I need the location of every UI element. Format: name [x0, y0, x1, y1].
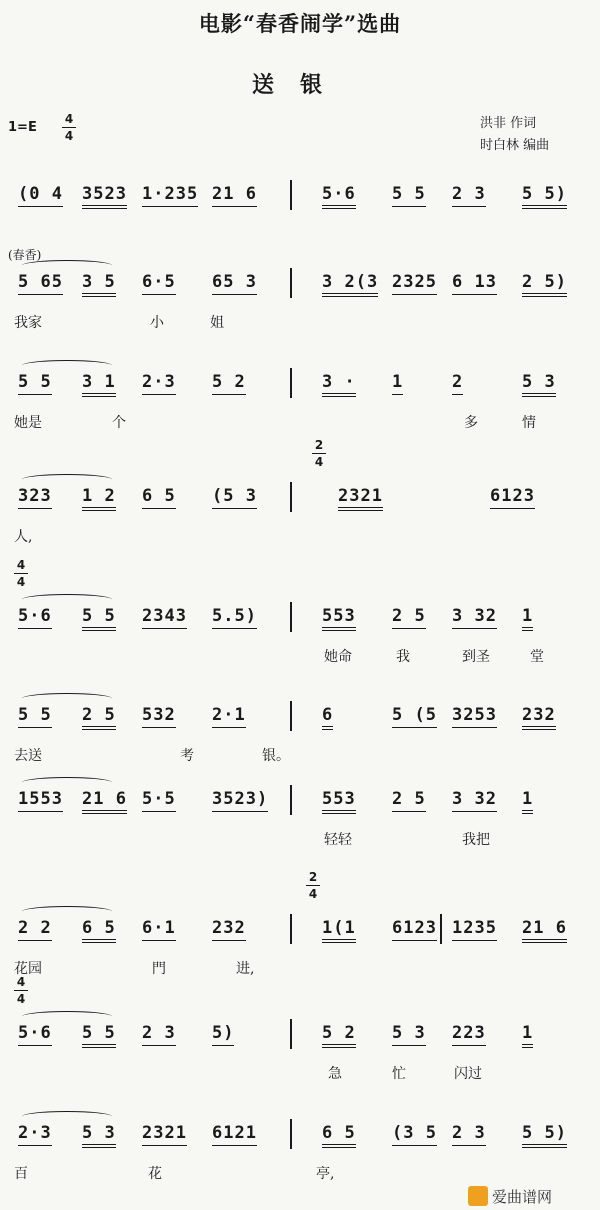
- note-group: 5 3: [392, 1023, 426, 1046]
- note-group: 6 5: [142, 486, 176, 509]
- note-group: 2·3: [142, 372, 176, 395]
- time-sig-denominator: 4: [16, 575, 26, 589]
- note-group: 3 1: [82, 372, 116, 397]
- note-group: 223: [452, 1023, 486, 1046]
- lyric-text: 轻轻: [324, 832, 352, 848]
- note-group: 1(1: [322, 918, 356, 943]
- bar-line: [290, 1019, 292, 1049]
- time-sig-numerator: 2: [314, 438, 324, 452]
- note-group: 5 (5: [392, 705, 437, 728]
- note-group: 1235: [452, 918, 497, 941]
- time-signature-change: [14, 975, 28, 1006]
- note-group: 6123: [490, 486, 535, 509]
- note-group: 1: [392, 372, 403, 395]
- note-group: 2 5): [522, 272, 567, 297]
- bar-line: [290, 368, 292, 398]
- time-signature-change: [312, 438, 326, 469]
- note-group: 2·1: [212, 705, 246, 728]
- note-group: 1: [522, 606, 533, 631]
- note-group: 1: [522, 1023, 533, 1048]
- note-group: 5 3: [82, 1123, 116, 1148]
- lyric-text: 我: [396, 649, 410, 665]
- page-title: 电影“春香闹学”选曲: [198, 11, 402, 36]
- lyric-text: 进,: [236, 961, 255, 977]
- lyric-text: 考: [180, 748, 194, 764]
- lyric-text: 闪过: [454, 1066, 482, 1082]
- arranger-credit: 时白林 编曲: [480, 138, 550, 153]
- bar-line: [290, 914, 292, 944]
- lyric-text: 多: [464, 415, 478, 431]
- lyricist-credit: 洪非 作词: [480, 116, 537, 131]
- singer-tag: (春香): [8, 248, 42, 262]
- lyric-text: 银。: [262, 748, 290, 764]
- lyric-text: 急: [328, 1066, 342, 1082]
- time-signature-change: [306, 870, 320, 901]
- time-sig-numerator: 4: [16, 558, 26, 572]
- note-group: 6: [322, 705, 333, 730]
- note-group: 65 3: [212, 272, 257, 295]
- note-group: 3 2(3: [322, 272, 378, 297]
- lyric-text: 忙: [392, 1066, 406, 1082]
- slur: [22, 1011, 112, 1022]
- note-group: 3 ·: [322, 372, 356, 397]
- time-sig-denominator: 4: [64, 129, 74, 143]
- bar-line: [290, 701, 292, 731]
- slur: [22, 693, 112, 704]
- key-label: 1=E: [8, 120, 37, 135]
- note-group: 1·235: [142, 184, 198, 207]
- lyric-text: 花园: [14, 961, 42, 977]
- music-note-icon: [468, 1186, 488, 1206]
- note-group: 2 5: [392, 789, 426, 812]
- lyric-text: 百: [14, 1166, 28, 1182]
- note-group: 6·1: [142, 918, 176, 941]
- note-group: 3253: [452, 705, 497, 728]
- lyric-text: 門: [152, 961, 166, 977]
- note-group: 6 5: [322, 1123, 356, 1148]
- note-group: 5 2: [212, 372, 246, 395]
- bar-line: [290, 482, 292, 512]
- lyric-text: 姐: [210, 315, 224, 331]
- note-group: 5 5): [522, 1123, 567, 1148]
- note-group: 5 3: [522, 372, 556, 397]
- note-group: 232: [522, 705, 556, 730]
- note-group: 3523: [82, 184, 127, 209]
- time-sig-denominator: 4: [314, 455, 324, 469]
- note-group: 21 6: [212, 184, 257, 207]
- lyric-text: 个: [112, 415, 126, 431]
- slur: [22, 360, 112, 371]
- lyric-text: 小: [150, 315, 164, 331]
- time-signature-change: [14, 558, 28, 589]
- note-group: 5): [212, 1023, 234, 1046]
- watermark: 爱曲谱网: [492, 1188, 553, 1206]
- note-group: 6 13: [452, 272, 497, 295]
- note-group: 323: [18, 486, 52, 509]
- lyric-text: 堂: [530, 649, 544, 665]
- note-group: 1: [522, 789, 533, 814]
- time-sig-denominator: 4: [16, 992, 26, 1006]
- lyric-text: 到圣: [462, 649, 490, 665]
- note-group: 2: [452, 372, 463, 395]
- lyric-text: 我把: [462, 832, 490, 848]
- note-group: 2325: [392, 272, 437, 295]
- note-group: 5 5: [392, 184, 426, 207]
- lyric-text: 我家: [14, 315, 42, 331]
- note-group: 553: [322, 789, 356, 814]
- bar-line: [290, 1119, 292, 1149]
- note-group: 232: [212, 918, 246, 941]
- slur: [22, 906, 112, 917]
- note-group: 5 5: [18, 705, 52, 728]
- note-group: 5 5): [522, 184, 567, 209]
- note-group: 5·6: [18, 1023, 52, 1046]
- note-group: 532: [142, 705, 176, 728]
- lyric-text: 去送: [14, 748, 42, 764]
- note-group: 6123: [392, 918, 437, 941]
- note-group: 2 2: [18, 918, 52, 941]
- lyric-text: 人,: [14, 529, 33, 545]
- time-sig-numerator: 2: [308, 870, 318, 884]
- bar-line: [290, 602, 292, 632]
- slur: [22, 474, 112, 485]
- bar-line: [290, 785, 292, 815]
- song-title: 送银: [251, 72, 348, 98]
- note-group: 1553: [18, 789, 63, 812]
- lyric-text: 花: [148, 1166, 162, 1182]
- time-sig-numerator: 4: [64, 112, 74, 126]
- note-group: 2321: [338, 486, 383, 511]
- note-group: 2343: [142, 606, 187, 629]
- note-group: 2321: [142, 1123, 187, 1146]
- note-group: 21 6: [522, 918, 567, 943]
- note-group: 6·5: [142, 272, 176, 295]
- note-group: 2·3: [18, 1123, 52, 1146]
- note-group: 5·6: [322, 184, 356, 209]
- time-signature: [62, 112, 76, 143]
- note-group: 21 6: [82, 789, 127, 814]
- bar-line: [440, 914, 442, 944]
- slur: [22, 777, 112, 788]
- note-group: 3523): [212, 789, 268, 812]
- note-group: (3 5: [392, 1123, 437, 1146]
- note-group: 553: [322, 606, 356, 631]
- note-group: 2 3: [452, 184, 486, 207]
- slur: [22, 260, 112, 271]
- note-group: 3 5: [82, 272, 116, 297]
- note-group: 5 65: [18, 272, 63, 295]
- note-group: 6121: [212, 1123, 257, 1146]
- note-group: 2 3: [142, 1023, 176, 1046]
- note-group: (0 4: [18, 184, 63, 207]
- slur: [22, 594, 112, 605]
- slur: [22, 1111, 112, 1122]
- lyric-text: 亭,: [316, 1166, 335, 1182]
- note-group: 1 2: [82, 486, 116, 511]
- note-group: (5 3: [212, 486, 257, 509]
- note-group: 5·5: [142, 789, 176, 812]
- time-sig-numerator: 4: [16, 975, 26, 989]
- note-group: 3 32: [452, 606, 497, 629]
- bar-line: [290, 180, 292, 210]
- note-group: 5.5): [212, 606, 257, 629]
- note-group: 6 5: [82, 918, 116, 943]
- note-group: 2 3: [452, 1123, 486, 1146]
- note-group: 3 32: [452, 789, 497, 812]
- lyric-text: 她命: [324, 649, 352, 665]
- note-group: 5 5: [82, 606, 116, 631]
- note-group: 2 5: [82, 705, 116, 730]
- note-group: 5 5: [82, 1023, 116, 1048]
- note-group: 5 5: [18, 372, 52, 395]
- lyric-text: 她是: [14, 415, 42, 431]
- time-sig-denominator: 4: [308, 887, 318, 901]
- note-group: 5·6: [18, 606, 52, 629]
- note-group: 5 2: [322, 1023, 356, 1048]
- note-group: 2 5: [392, 606, 426, 629]
- lyric-text: 情: [522, 415, 536, 431]
- bar-line: [290, 268, 292, 298]
- key-signature: [8, 120, 37, 135]
